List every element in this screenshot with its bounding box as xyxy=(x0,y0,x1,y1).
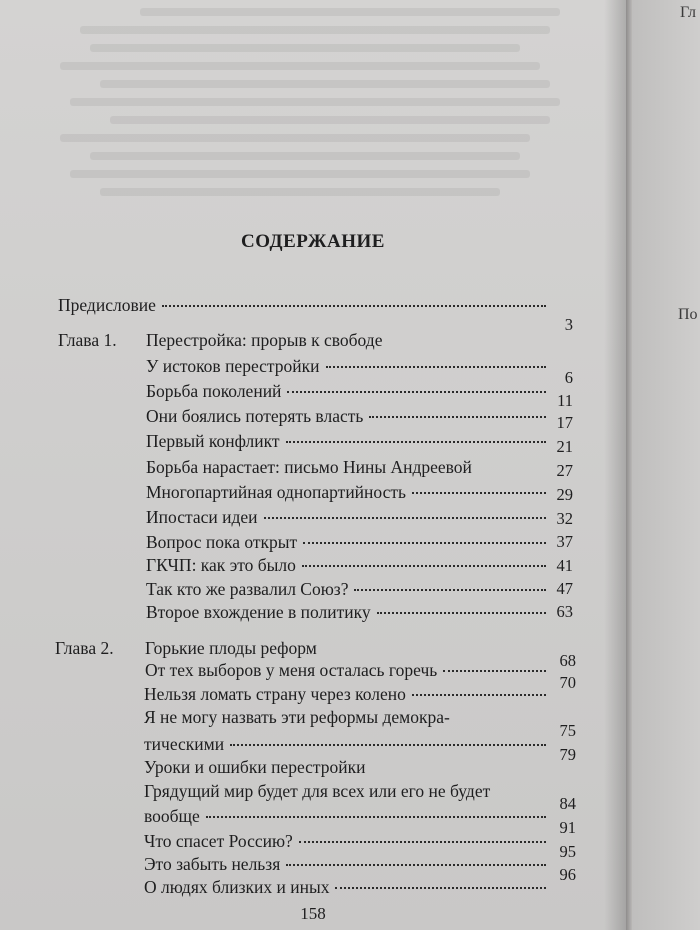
toc-entry[interactable] xyxy=(146,578,552,600)
dot-leader xyxy=(303,542,546,544)
dot-leader xyxy=(412,492,546,494)
toc-entry[interactable] xyxy=(146,481,552,503)
toc-page-number: 37 xyxy=(556,532,573,551)
toc-entry[interactable] xyxy=(146,531,552,553)
toc-entry-title: Что спасет Россию? xyxy=(144,831,293,851)
dot-leader xyxy=(443,670,546,672)
toc-entry-title: вообще xyxy=(144,806,200,826)
toc-entry-title: Борьба поколений xyxy=(146,381,282,401)
toc-page-number: 75 xyxy=(559,721,576,740)
toc-entry-preface[interactable] xyxy=(58,294,552,316)
toc-entry[interactable] xyxy=(145,659,552,681)
toc-entry-title: Так кто же развалил Союз? xyxy=(146,579,349,599)
toc-page-number: 6 xyxy=(564,368,573,387)
toc-page-number: 70 xyxy=(559,673,576,692)
toc-entry-title: Предисловие xyxy=(58,295,156,315)
toc-entry-title[interactable]: Я не могу назвать эти реформы демокра- xyxy=(144,707,450,727)
toc-entry-title: Это забыть нельзя xyxy=(144,854,281,874)
dot-leader xyxy=(286,864,546,866)
chapter-label: Глава 1. xyxy=(58,330,117,350)
toc-entry-title: Ипостаси идеи xyxy=(146,507,258,527)
chapter-title[interactable]: Перестройка: прорыв к свободе xyxy=(146,330,383,350)
toc-entry[interactable] xyxy=(146,355,552,377)
toc-page-number: 91 xyxy=(559,818,576,837)
toc-entry-title: Первый конфликт xyxy=(146,431,280,451)
toc-entry-continuation[interactable] xyxy=(144,805,552,827)
toc-page-number: 32 xyxy=(556,509,573,528)
dot-leader xyxy=(264,517,547,519)
toc-page-number: 29 xyxy=(556,485,573,504)
toc-page-number: 95 xyxy=(559,842,576,861)
toc-entry[interactable] xyxy=(146,380,552,402)
toc-entry-title: тическими xyxy=(144,734,225,754)
toc-entry-title: О людях близких и иных xyxy=(144,877,330,897)
toc-entry-title: От тех выборов у меня осталась горечь xyxy=(145,660,438,680)
dot-leader xyxy=(230,744,546,746)
toc-entry-title: У истоков перестройки xyxy=(146,356,320,376)
toc-page-number: 47 xyxy=(556,579,573,598)
toc-page-number: 3 xyxy=(564,315,573,334)
dot-leader xyxy=(302,565,546,567)
toc-page-number: 84 xyxy=(559,794,576,813)
toc-page-number: 41 xyxy=(556,556,573,575)
toc-entry-title: Они боялись потерять власть xyxy=(146,406,364,426)
toc-entry[interactable] xyxy=(146,456,552,478)
toc-heading: СОДЕРЖАНИЕ xyxy=(241,231,385,252)
right-page-fragment: По xyxy=(678,306,698,323)
toc-entry-title: Второе вхождение в политику xyxy=(146,602,371,622)
toc-page-number: 68 xyxy=(559,651,576,670)
dot-leader xyxy=(299,841,546,843)
chapter-label: Глава 2. xyxy=(55,638,114,658)
toc-entry[interactable] xyxy=(146,405,552,427)
toc-page-number: 79 xyxy=(559,745,576,764)
toc-entry[interactable] xyxy=(144,853,552,875)
toc-entry-title: Вопрос пока открыт xyxy=(146,532,298,552)
toc-page-number: 21 xyxy=(556,437,573,456)
toc-entry[interactable] xyxy=(146,601,552,623)
dot-leader xyxy=(206,816,546,818)
toc-entry[interactable] xyxy=(146,554,552,576)
toc-entry-continuation[interactable] xyxy=(144,733,552,755)
toc-page-number: 27 xyxy=(556,461,573,480)
toc-entry[interactable] xyxy=(146,430,552,452)
dot-leader xyxy=(286,441,546,443)
dot-leader xyxy=(287,391,546,393)
toc-entry[interactable] xyxy=(146,506,552,528)
toc-entry-title: ГКЧП: как это было xyxy=(146,555,296,575)
toc-page-number: 11 xyxy=(557,391,573,410)
dot-leader xyxy=(162,305,546,307)
book-page-right xyxy=(632,0,700,930)
toc-page-number: 96 xyxy=(559,865,576,884)
toc-entry-title: Уроки и ошибки перестройки xyxy=(144,757,366,777)
page-number-folio: 158 xyxy=(300,904,326,923)
dot-leader xyxy=(335,887,546,889)
dot-leader xyxy=(326,366,546,368)
dot-leader xyxy=(369,416,546,418)
toc-entry[interactable] xyxy=(144,756,552,778)
toc-entry-title: Нельзя ломать страну через колено xyxy=(144,684,406,704)
chapter-title[interactable]: Горькие плоды реформ xyxy=(145,638,317,658)
toc-page-number: 17 xyxy=(556,413,573,432)
toc-entry[interactable] xyxy=(144,876,552,898)
toc-entry-title[interactable]: Грядущий мир будет для всех или его не будет xyxy=(144,781,491,801)
toc-entry[interactable] xyxy=(144,683,552,705)
dot-leader xyxy=(377,612,546,614)
toc-entry[interactable] xyxy=(144,830,552,852)
toc-entry-title: Борьба нарастает: письмо Нины Андреевой xyxy=(146,457,472,477)
dot-leader xyxy=(412,694,546,696)
toc-page-number: 63 xyxy=(556,602,573,621)
right-page-fragment: Гл xyxy=(680,4,697,21)
toc-entry-title: Многопартийная однопартийность xyxy=(146,482,406,502)
dot-leader xyxy=(354,589,546,591)
